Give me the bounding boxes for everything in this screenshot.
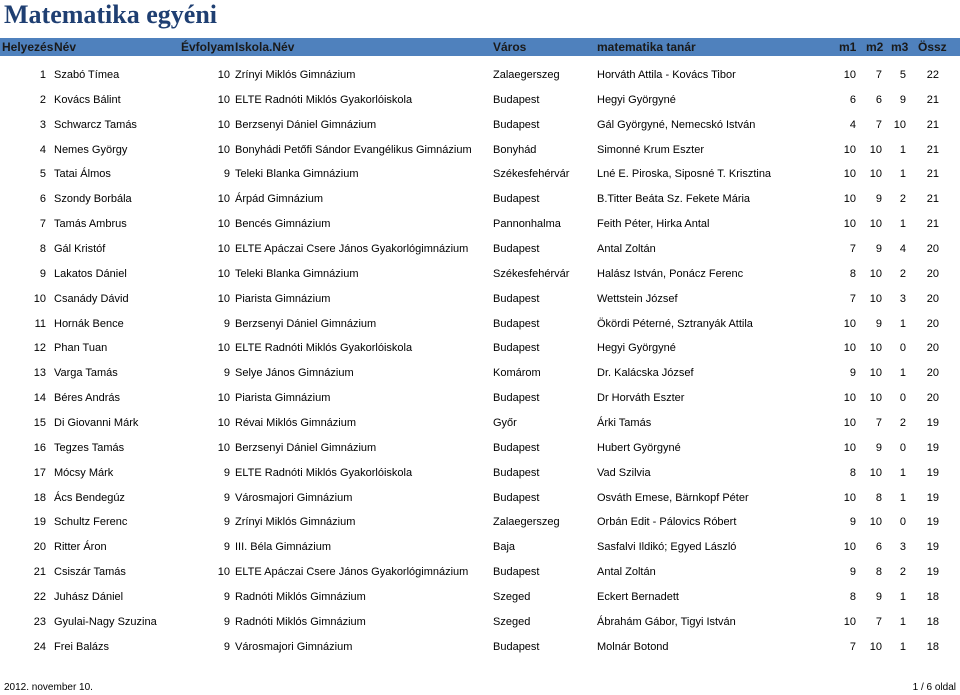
rank-cell: 23 (33, 615, 46, 628)
m1-cell: 7 (849, 292, 856, 305)
m1-cell: 7 (849, 640, 856, 653)
table-row (0, 266, 960, 282)
city-cell: Zalaegerszeg (493, 516, 560, 529)
grade-cell: 9 (223, 516, 230, 529)
header-ossz[interactable]: Össz (918, 40, 947, 54)
m2-cell: 10 (869, 516, 882, 529)
m1-cell: 7 (849, 243, 856, 255)
school-cell: Városmajori Gimnázium (235, 491, 353, 504)
rank-cell: 15 (33, 416, 46, 429)
rank-cell: 6 (39, 193, 46, 206)
table-row (0, 67, 960, 83)
m1-cell: 4 (849, 118, 856, 131)
m3-cell: 3 (899, 541, 906, 554)
m2-cell: 10 (869, 168, 882, 181)
m2-cell: 9 (875, 193, 882, 206)
header-varos[interactable]: Város (493, 40, 527, 54)
teacher-cell: Hubert Györgyné (597, 441, 681, 454)
table-row (0, 117, 960, 133)
teacher-cell: Ábrahám Gábor, Tigyi István (597, 615, 736, 628)
teacher-cell: Hegyi Györgyné (597, 93, 676, 106)
rank-cell: 18 (33, 491, 46, 504)
city-cell: Budapest (493, 317, 540, 330)
m3-cell: 1 (899, 367, 906, 380)
school-cell: ELTE Apáczai Csere János Gyakorlógimnázium (235, 243, 469, 255)
total-cell: 21 (926, 193, 939, 206)
teacher-cell: Orbán Edit - Pálovics Róbert (597, 516, 737, 529)
table-row (0, 564, 960, 580)
city-cell: Szeged (493, 615, 531, 628)
school-cell: ELTE Apáczai Csere János Gyakorlógimnázium (235, 566, 469, 578)
m3-cell: 9 (899, 93, 906, 106)
m2-cell: 7 (875, 118, 882, 131)
header-m1[interactable]: m1 (839, 40, 857, 54)
name-cell: Hornák Bence (54, 317, 124, 330)
total-cell: 21 (926, 168, 939, 181)
school-cell: Berzsenyi Dániel Gimnázium (235, 441, 377, 454)
rank-cell: 14 (33, 392, 46, 405)
rank-cell: 13 (33, 367, 46, 380)
name-cell: Csanády Dávid (54, 292, 129, 305)
city-cell: Budapest (493, 491, 540, 504)
m1-cell: 10 (843, 168, 856, 181)
m2-cell: 8 (875, 491, 882, 504)
m3-cell: 1 (899, 218, 906, 231)
name-cell: Nemes György (54, 143, 128, 156)
teacher-cell: Horváth Attila - Kovács Tibor (597, 69, 736, 81)
m3-cell: 0 (899, 441, 906, 454)
grade-cell: 9 (223, 640, 230, 653)
city-cell: Győr (493, 416, 517, 429)
header-m3[interactable]: m3 (891, 40, 909, 54)
school-cell: Zrínyi Miklós Gimnázium (235, 69, 356, 81)
m1-cell: 8 (849, 267, 856, 280)
m2-cell: 6 (875, 541, 882, 554)
table-row (0, 291, 960, 307)
city-cell: Budapest (493, 193, 540, 206)
m3-cell: 0 (899, 392, 906, 405)
teacher-cell: Lné E. Piroska, Siposné T. Krisztina (597, 168, 772, 181)
school-cell: Teleki Blanka Gimnázium (235, 168, 359, 181)
footer-date: 2012. november 10. (4, 682, 93, 693)
m3-cell: 1 (899, 168, 906, 181)
m1-cell: 9 (849, 566, 856, 578)
city-cell: Budapest (493, 466, 540, 479)
teacher-cell: Halász István, Ponácz Ferenc (597, 267, 744, 280)
m3-cell: 1 (899, 466, 906, 479)
m1-cell: 10 (843, 615, 856, 628)
m1-cell: 10 (843, 491, 856, 504)
teacher-cell: Wettstein József (597, 292, 678, 305)
header-m2[interactable]: m2 (866, 40, 884, 54)
m1-cell: 10 (843, 218, 856, 231)
teacher-cell: Vad Szilvia (597, 466, 651, 479)
name-cell: Kovács Bálint (54, 93, 121, 106)
total-cell: 20 (926, 367, 939, 380)
name-cell: Gál Kristóf (54, 243, 106, 255)
total-cell: 19 (926, 516, 939, 529)
teacher-cell: Eckert Bernadett (597, 590, 679, 603)
m1-cell: 10 (843, 416, 856, 429)
rank-cell: 3 (39, 118, 46, 131)
city-cell: Baja (493, 541, 516, 554)
m2-cell: 10 (869, 143, 882, 156)
school-cell: Árpád Gimnázium (235, 193, 324, 206)
table-row (0, 639, 960, 655)
m3-cell: 1 (899, 317, 906, 330)
grade-cell: 9 (223, 541, 230, 554)
table-row (0, 92, 960, 108)
grade-cell: 10 (217, 416, 230, 429)
name-cell: Gyulai-Nagy Szuzina (54, 615, 157, 628)
footer-page: 1 / 6 oldal (912, 682, 956, 693)
total-cell: 21 (926, 143, 939, 156)
total-cell: 20 (926, 317, 939, 330)
teacher-cell: Molnár Botond (597, 640, 669, 653)
m2-cell: 10 (869, 640, 882, 653)
table-row (0, 539, 960, 555)
total-cell: 19 (926, 466, 939, 479)
school-cell: Teleki Blanka Gimnázium (235, 267, 359, 280)
grade-cell: 10 (217, 342, 230, 355)
school-cell: Révai Miklós Gimnázium (235, 416, 357, 429)
header-iskola[interactable]: Iskola.Név (235, 40, 295, 54)
table-row (0, 514, 960, 530)
m3-cell: 1 (899, 590, 906, 603)
table-row (0, 142, 960, 158)
total-cell: 18 (926, 590, 939, 603)
rank-cell: 7 (39, 218, 46, 231)
rank-cell: 16 (33, 441, 46, 454)
m2-cell: 10 (869, 292, 882, 305)
grade-cell: 10 (217, 193, 230, 206)
table-row (0, 415, 960, 431)
table-row (0, 589, 960, 605)
m1-cell: 8 (849, 590, 856, 603)
m2-cell: 7 (875, 416, 882, 429)
m3-cell: 2 (899, 193, 906, 206)
school-cell: Selye János Gimnázium (235, 367, 354, 380)
teacher-cell: Osváth Emese, Bärnkopf Péter (597, 491, 749, 504)
name-cell: Schwarcz Tamás (54, 118, 137, 131)
table-row (0, 365, 960, 381)
school-cell: Zrínyi Miklós Gimnázium (235, 516, 356, 529)
m2-cell: 10 (869, 367, 882, 380)
m2-cell: 9 (875, 243, 882, 255)
rank-cell: 21 (33, 566, 46, 578)
m3-cell: 1 (899, 143, 906, 156)
teacher-cell: Dr. Kalácska József (597, 367, 694, 380)
m2-cell: 7 (875, 69, 882, 81)
teacher-cell: Hegyi Györgyné (597, 342, 676, 355)
m1-cell: 10 (843, 441, 856, 454)
table-row (0, 241, 960, 257)
grade-cell: 9 (223, 615, 230, 628)
m2-cell: 10 (869, 342, 882, 355)
name-cell: Tegzes Tamás (54, 441, 125, 454)
school-cell: Radnóti Miklós Gimnázium (235, 590, 366, 603)
teacher-cell: Sasfalvi Ildikó; Egyed László (597, 541, 737, 554)
rank-cell: 17 (33, 466, 46, 479)
name-cell: Phan Tuan (54, 342, 108, 355)
m1-cell: 10 (843, 193, 856, 206)
teacher-cell: Simonné Krum Eszter (597, 143, 704, 156)
m2-cell: 10 (869, 392, 882, 405)
name-cell: Tatai Álmos (54, 168, 111, 181)
total-cell: 18 (926, 615, 939, 628)
total-cell: 19 (926, 441, 939, 454)
m3-cell: 2 (899, 267, 906, 280)
m3-cell: 1 (899, 491, 906, 504)
total-cell: 20 (926, 342, 939, 355)
m1-cell: 8 (849, 466, 856, 479)
m3-cell: 1 (899, 640, 906, 653)
table-row (0, 465, 960, 481)
grade-cell: 10 (217, 93, 230, 106)
school-cell: ELTE Radnóti Miklós Gyakorlóiskola (235, 466, 413, 479)
header-evfolyam[interactable]: Évfolyam (181, 40, 235, 54)
city-cell: Budapest (493, 441, 540, 454)
grade-cell: 9 (223, 367, 230, 380)
name-cell: Mócsy Márk (54, 466, 114, 479)
m2-cell: 10 (869, 466, 882, 479)
table-row (0, 316, 960, 332)
table-row (0, 191, 960, 207)
school-cell: ELTE Radnóti Miklós Gyakorlóiskola (235, 93, 413, 106)
total-cell: 19 (926, 566, 939, 578)
school-cell: Piarista Gimnázium (235, 292, 331, 305)
m3-cell: 4 (899, 243, 906, 255)
total-cell: 19 (926, 416, 939, 429)
m1-cell: 10 (843, 342, 856, 355)
header-tanar[interactable]: matematika tanár (597, 40, 696, 54)
rank-cell: 24 (33, 640, 46, 653)
total-cell: 20 (926, 392, 939, 405)
city-cell: Zalaegerszeg (493, 69, 560, 81)
table-row (0, 614, 960, 630)
grade-cell: 10 (217, 218, 230, 231)
rank-cell: 20 (33, 541, 46, 554)
name-cell: Szondy Borbála (54, 193, 132, 206)
city-cell: Budapest (493, 243, 540, 255)
city-cell: Bonyhád (493, 143, 537, 156)
name-cell: Tamás Ambrus (54, 218, 127, 231)
teacher-cell: Dr Horváth Eszter (597, 392, 685, 405)
table-row (0, 440, 960, 456)
rank-cell: 8 (39, 243, 46, 255)
rank-cell: 19 (33, 516, 46, 529)
total-cell: 22 (926, 69, 939, 81)
table-row (0, 166, 960, 182)
city-cell: Budapest (493, 292, 540, 305)
city-cell: Budapest (493, 93, 540, 106)
m3-cell: 3 (899, 292, 906, 305)
teacher-cell: Feith Péter, Hirka Antal (597, 218, 710, 231)
city-cell: Budapest (493, 118, 540, 131)
table-row (0, 490, 960, 506)
school-cell: III. Béla Gimnázium (235, 541, 331, 554)
total-cell: 20 (926, 292, 939, 305)
city-cell: Pannonhalma (493, 218, 561, 231)
grade-cell: 10 (217, 292, 230, 305)
m3-cell: 1 (899, 615, 906, 628)
m3-cell: 10 (893, 118, 906, 131)
page-title: Matematika egyéni (4, 0, 218, 29)
grade-cell: 10 (217, 118, 230, 131)
grade-cell: 10 (217, 69, 230, 81)
grade-cell: 10 (217, 392, 230, 405)
rank-cell: 2 (39, 93, 46, 106)
name-cell: Frei Balázs (54, 640, 110, 653)
name-cell: Lakatos Dániel (54, 267, 127, 280)
grade-cell: 10 (217, 441, 230, 454)
total-cell: 21 (926, 218, 939, 231)
table-row (0, 340, 960, 356)
grade-cell: 10 (217, 566, 230, 578)
teacher-cell: Árki Tamás (597, 416, 652, 429)
name-cell: Csiszár Tamás (54, 566, 126, 578)
teacher-cell: B.Titter Beáta Sz. Fekete Mária (597, 193, 751, 206)
rank-cell: 22 (33, 590, 46, 603)
school-cell: ELTE Radnóti Miklós Gyakorlóiskola (235, 342, 413, 355)
city-cell: Budapest (493, 566, 540, 578)
school-cell: Berzsenyi Dániel Gimnázium (235, 118, 377, 131)
m2-cell: 7 (875, 615, 882, 628)
total-cell: 20 (926, 243, 939, 255)
m3-cell: 0 (899, 342, 906, 355)
name-cell: Béres András (54, 392, 121, 405)
m2-cell: 9 (875, 317, 882, 330)
teacher-cell: Ökördi Péterné, Sztranyák Attila (597, 317, 753, 330)
m1-cell: 9 (849, 367, 856, 380)
table-row (0, 216, 960, 232)
m1-cell: 10 (843, 392, 856, 405)
m3-cell: 0 (899, 516, 906, 529)
school-cell: Bencés Gimnázium (235, 218, 331, 231)
rank-cell: 10 (33, 292, 46, 305)
m2-cell: 10 (869, 267, 882, 280)
m1-cell: 10 (843, 541, 856, 554)
school-cell: Bonyhádi Petőfi Sándor Evangélikus Gimnázium (235, 143, 472, 156)
m1-cell: 6 (849, 93, 856, 106)
total-cell: 19 (926, 491, 939, 504)
rank-cell: 11 (34, 317, 46, 330)
school-cell: Berzsenyi Dániel Gimnázium (235, 317, 377, 330)
rank-cell: 1 (39, 69, 46, 81)
m1-cell: 10 (843, 317, 856, 330)
m1-cell: 10 (843, 69, 856, 81)
grade-cell: 10 (217, 143, 230, 156)
m1-cell: 9 (849, 516, 856, 529)
rank-cell: 9 (39, 267, 46, 280)
m3-cell: 5 (899, 69, 906, 81)
grade-cell: 9 (223, 168, 230, 181)
rank-cell: 4 (39, 143, 46, 156)
city-cell: Budapest (493, 392, 540, 405)
name-cell: Ritter Áron (54, 541, 107, 554)
m1-cell: 10 (843, 143, 856, 156)
name-cell: Varga Tamás (54, 367, 118, 380)
m2-cell: 9 (875, 441, 882, 454)
city-cell: Szeged (493, 590, 531, 603)
name-cell: Di Giovanni Márk (54, 416, 139, 429)
table-row (0, 390, 960, 406)
city-cell: Székesfehérvár (493, 168, 570, 181)
grade-cell: 10 (217, 267, 230, 280)
total-cell: 19 (926, 541, 939, 554)
school-cell: Városmajori Gimnázium (235, 640, 353, 653)
city-cell: Budapest (493, 640, 540, 653)
city-cell: Budapest (493, 342, 540, 355)
m3-cell: 2 (899, 566, 906, 578)
m2-cell: 10 (869, 218, 882, 231)
m3-cell: 2 (899, 416, 906, 429)
grade-cell: 9 (223, 590, 230, 603)
header-helyezes[interactable]: Helyezés (2, 40, 54, 54)
teacher-cell: Antal Zoltán (597, 566, 656, 578)
name-cell: Szabó Tímea (54, 69, 120, 81)
school-cell: Radnóti Miklós Gimnázium (235, 615, 366, 628)
m2-cell: 8 (875, 566, 882, 578)
grade-cell: 10 (217, 243, 230, 255)
teacher-cell: Gál Györgyné, Nemecskó István (597, 118, 756, 131)
name-cell: Schultz Ferenc (54, 516, 128, 529)
m2-cell: 6 (875, 93, 882, 106)
grade-cell: 9 (223, 466, 230, 479)
school-cell: Piarista Gimnázium (235, 392, 331, 405)
city-cell: Komárom (493, 367, 541, 380)
teacher-cell: Antal Zoltán (597, 243, 656, 255)
header-nev[interactable]: Név (54, 40, 77, 54)
city-cell: Székesfehérvár (493, 267, 570, 280)
grade-cell: 9 (223, 491, 230, 504)
grade-cell: 9 (223, 317, 230, 330)
name-cell: Ács Bendegúz (54, 491, 125, 504)
total-cell: 21 (926, 118, 939, 131)
table-header (0, 38, 960, 56)
total-cell: 20 (926, 267, 939, 280)
m2-cell: 9 (875, 590, 882, 603)
rank-cell: 5 (39, 168, 46, 181)
total-cell: 21 (926, 93, 939, 106)
total-cell: 18 (926, 640, 939, 653)
name-cell: Juhász Dániel (54, 590, 124, 603)
rank-cell: 12 (33, 342, 46, 355)
